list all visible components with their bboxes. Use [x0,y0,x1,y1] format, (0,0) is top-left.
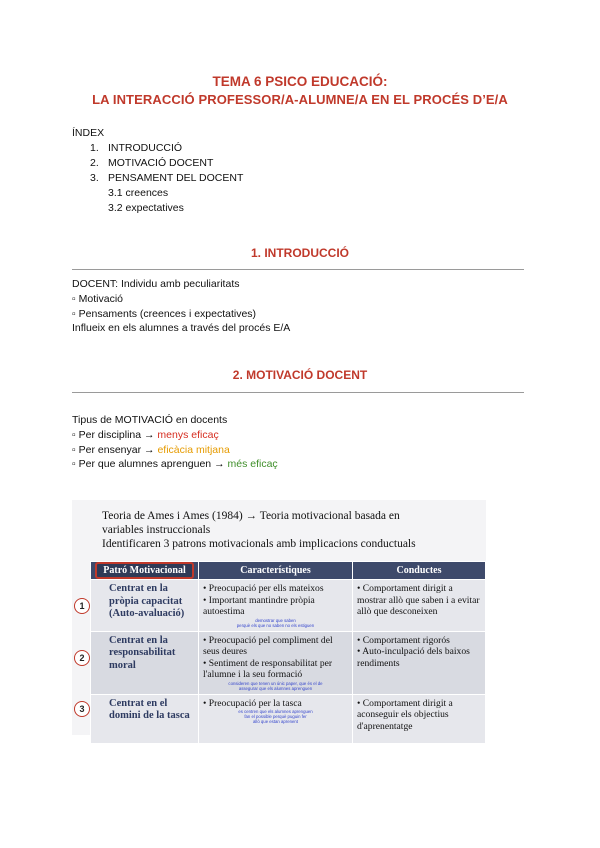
circled-number-marker: 1 [74,598,90,614]
conduct-line: • Comportament dirigit a aconseguir els objectius d'aprenentatge [357,697,453,732]
handwritten-note: fan el possible perquè puguin fer [244,714,307,719]
conducts-cell [353,694,486,743]
motivation-type-result: eficàcia mitjana [157,443,230,456]
embedded-slide [72,500,486,735]
index-item [72,141,243,156]
conduct-line: • Comportament rigorós [357,634,450,646]
slide-heading-line: variables instruccionals [102,524,211,536]
body-line: Influeix en els alumnes a través del procés E/A [72,322,291,335]
body-line: ▫ Motivació [72,292,123,305]
table-header-cell: Característiques [199,562,353,580]
motivation-type [72,428,278,443]
motivation-type-label: ▫ Per que alumnes aprenguen → [72,458,228,471]
handwritten-note: demostrar que saben [255,617,296,623]
motivation-type-label: ▫ Per ensenyar → [72,443,158,456]
motivational-patterns-table [90,561,486,744]
index-item-number: 1. [90,142,99,154]
motivation-type [72,457,278,472]
motivation-type-result: menys eficaç [157,428,219,441]
index-heading: ÍNDEX [72,127,105,139]
table-row [91,694,486,743]
table-row [91,631,486,694]
section-introduccio-body [72,277,290,336]
feature-line: • Preocupació pel compliment del seus deures [203,634,333,657]
motivation-type-result: més eficaç [227,458,278,471]
section-heading-introduccio: 1. INTRODUCCIÓ [250,246,349,260]
header-pattern-label: Patró Motivacional [95,562,193,579]
feature-line: • Preocupació per ells mateixos [203,583,324,594]
slide-heading-line: Identificaren 3 patrons motivacionals amb implicacions conductuals [102,538,416,550]
circled-number-marker: 3 [74,701,90,717]
index-subitem: 3.1 creences [108,187,169,199]
motivation-type-label: ▫ Per disciplina → [72,428,158,441]
motivation-type [72,443,278,458]
feature-line: • Preocupació per la tasca [203,697,302,709]
index-item-label: PENSAMENT DEL DOCENT [108,172,244,184]
table-header-cell [91,562,199,580]
pattern-cell: Centrat en el domini de la tasca [91,694,199,743]
document-title: TEMA 6 PSICO EDUCACIÓ: [212,74,388,89]
section-divider [72,269,524,270]
section-divider [72,392,524,393]
handwritten-note: assegurar que els alumnes aprenguen [238,685,313,691]
slide-heading-line: Teoria de Ames i Ames (1984) → Teoria motivacional basada en [102,510,400,522]
feature-line: • Important mantindre pròpia autoestima [203,594,315,617]
index-item [72,156,243,171]
slide-heading [102,509,482,551]
table-header-row [91,562,486,580]
features-cell [199,631,353,694]
conducts-cell [353,580,486,632]
body-line: Tipus de MOTIVACIÓ en docents [72,414,228,426]
table-row [91,580,486,632]
document-subtitle: LA INTERACCIÓ PROFESSOR/A-ALUMNE/A EN EL PROCÉS D’E/A [92,92,508,107]
handwritten-note: allò que estan aprenent [253,719,298,724]
features-cell [199,580,353,632]
index-item-label: INTRODUCCIÓ [108,142,183,154]
pattern-cell: Centrat en la responsabilitat moral [91,631,199,694]
index [72,126,243,216]
conducts-cell [353,631,486,694]
conduct-line: • Comportament dirigit a mostrar allò que saben i a evitar allò que desconeixen [357,583,480,617]
handwritten-note: es centren que els alumnes aprenguen [238,709,313,714]
feature-line: • Sentiment de responsabilitat per l'alumne i la seu formació [203,657,333,680]
table-header-cell: Conductes [353,562,486,580]
body-line: ▫ Pensaments (creences i expectatives) [72,307,257,320]
index-item-number: 2. [90,157,99,169]
handwritten-note: perquè els que no saben no els estiguen [236,622,315,628]
index-subitem: 3.2 expectatives [108,202,184,214]
body-line: DOCENT: Individu amb peculiaritats [72,278,240,290]
index-item-label: MOTIVACIÓ DOCENT [108,157,214,169]
conduct-line: • Auto-inculpació dels baixos rendiments [357,646,470,669]
handwritten-note: consideren que tenen un únic paper, que és el de [228,680,323,686]
section-motivacio-body [72,413,278,472]
index-item-number: 3. [90,172,99,184]
pattern-cell: Centrat en la pròpia capacitat (Auto-avaluació) [91,580,199,632]
section-heading-motivacio: 2. MOTIVACIÓ DOCENT [232,368,368,382]
features-cell [199,694,353,743]
index-item [72,171,243,186]
circled-number-marker: 2 [74,650,90,666]
